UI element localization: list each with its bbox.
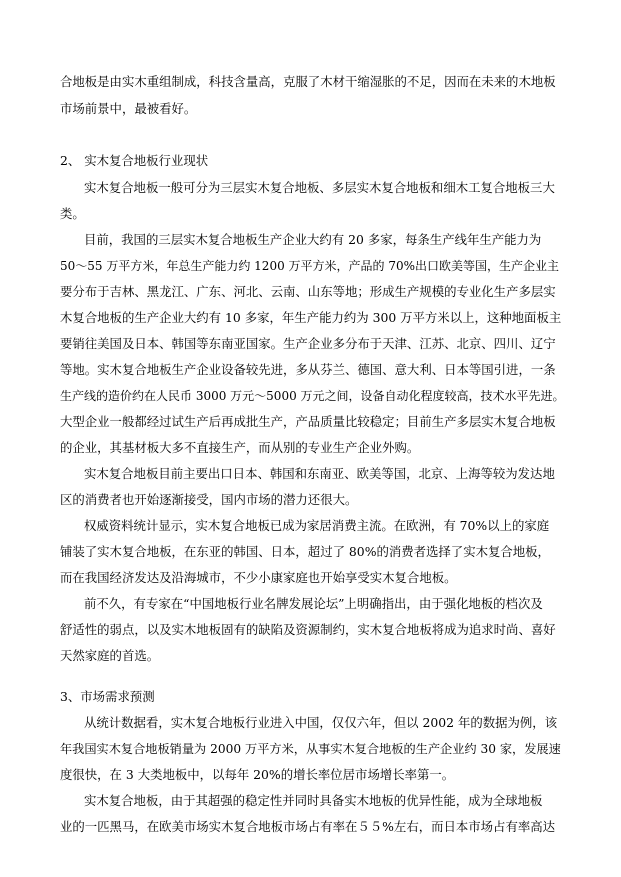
paragraph-line: 50～55 万平方米，年总生产能力约 1200 万平方米，产品的 70%出口欧美等国，生产企业主 xyxy=(60,259,560,273)
paragraph-line: 从统计数据看，实木复合地板行业进入中国，仅仅六年，但以 2002 年的数据为例，该 xyxy=(84,715,558,730)
intro-line-2: 市场前景中，最被看好。 xyxy=(60,101,197,116)
paragraph-line: 而在我国经济发达及沿海城市，不少小康家庭也开始享受实木复合地板。 xyxy=(60,570,457,585)
paragraph-line: 区的消费者也开始逐渐接受，国内市场的潜力还很大。 xyxy=(60,492,358,507)
paragraph-line: 生产线的造价约在人民币 3000 万元～5000 万元之间，设备自动化程度较高，技术水平先进。 xyxy=(60,389,565,403)
paragraph-line: 实木复合地板一般可分为三层实木复合地板、多层实木复合地板和细木工复合地板三大 xyxy=(84,180,555,195)
paragraph-line: 类。 xyxy=(60,206,85,221)
paragraph-line: 要销往美国及日本、韩国等东南亚国家。生产企业多分布于天津、江苏、北京、四川、辽宁 xyxy=(60,336,556,351)
paragraph-line: 目前，我国的三层实木复合地板生产企业大约有 20 多家，每条生产线年生产能力为 xyxy=(84,232,542,247)
paragraph-line: 木复合地板的生产企业大约有 10 多家，年生产能力约为 300 万平方米以上，这种地面板主 xyxy=(60,310,562,325)
paragraph-line: 的企业，其基材板大多不直接生产，而从别的专业生产企业外购。 xyxy=(60,440,420,455)
paragraph-line: 舒适性的弱点，以及实木地板固有的缺陷及资源制约，实木复合地板将成为追求时尚、喜好 xyxy=(60,622,556,637)
paragraph-line: 前不久，有专家在“中国地板行业名牌发展论坛”上明确指出，由于强化地板的档次及 xyxy=(84,596,543,611)
paragraph-line: 要分布于吉林、黑龙江、广东、河北、云南、山东等地；形成生产规模的专业化生产多层实 xyxy=(60,284,556,299)
paragraph-line: 权威资料统计显示，实木复合地板已成为家居消费主流。在欧洲，有 70%以上的家庭 xyxy=(84,518,550,533)
section-2-heading: 2、 实木复合地板行业现状 xyxy=(60,153,209,168)
paragraph-line: 实木复合地板，由于其超强的稳定性并同时具备实木地板的优异性能，成为全球地板 xyxy=(84,793,543,808)
paragraph-line: 实木复合地板目前主要出口日本、韩国和东南亚、欧美等国，北京、上海等较为发达地 xyxy=(84,466,555,481)
paragraph-line: 等地。实木复合地板生产企业设备较先进，多从芬兰、德国、意大利、日本等国引进，一条 xyxy=(60,362,556,377)
paragraph-line: 大型企业一般都经过试生产后再成批生产，产品质量比较稳定；目前生产多层实木复合地板 xyxy=(60,414,556,429)
paragraph-line: 业的一匹黑马，在欧美市场实木复合地板市场占有率在５５%左右，而日本市场占有率高达 xyxy=(60,819,556,834)
paragraph-line: 度很快，在 3 大类地板中，以每年 20%的增长率位居市场增长率第一。 xyxy=(60,767,455,782)
section-3-heading: 3、市场需求预测 xyxy=(60,689,155,704)
intro-line-1: 合地板是由实木重组制成，科技含量高，克服了木材干缩湿胀的不足，因而在未来的木地板 xyxy=(60,74,556,89)
paragraph-line: 天然家庭的首选。 xyxy=(60,648,160,663)
paragraph-line: 铺装了实木复合地板，在东亚的韩国、日本，超过了 80%的消费者选择了实木复合地板， xyxy=(60,544,550,559)
paragraph-line: 年我国实木复合地板销量为 2000 万平方米，从事实木复合地板的生产企业约 30 家，发展速 xyxy=(60,742,561,756)
